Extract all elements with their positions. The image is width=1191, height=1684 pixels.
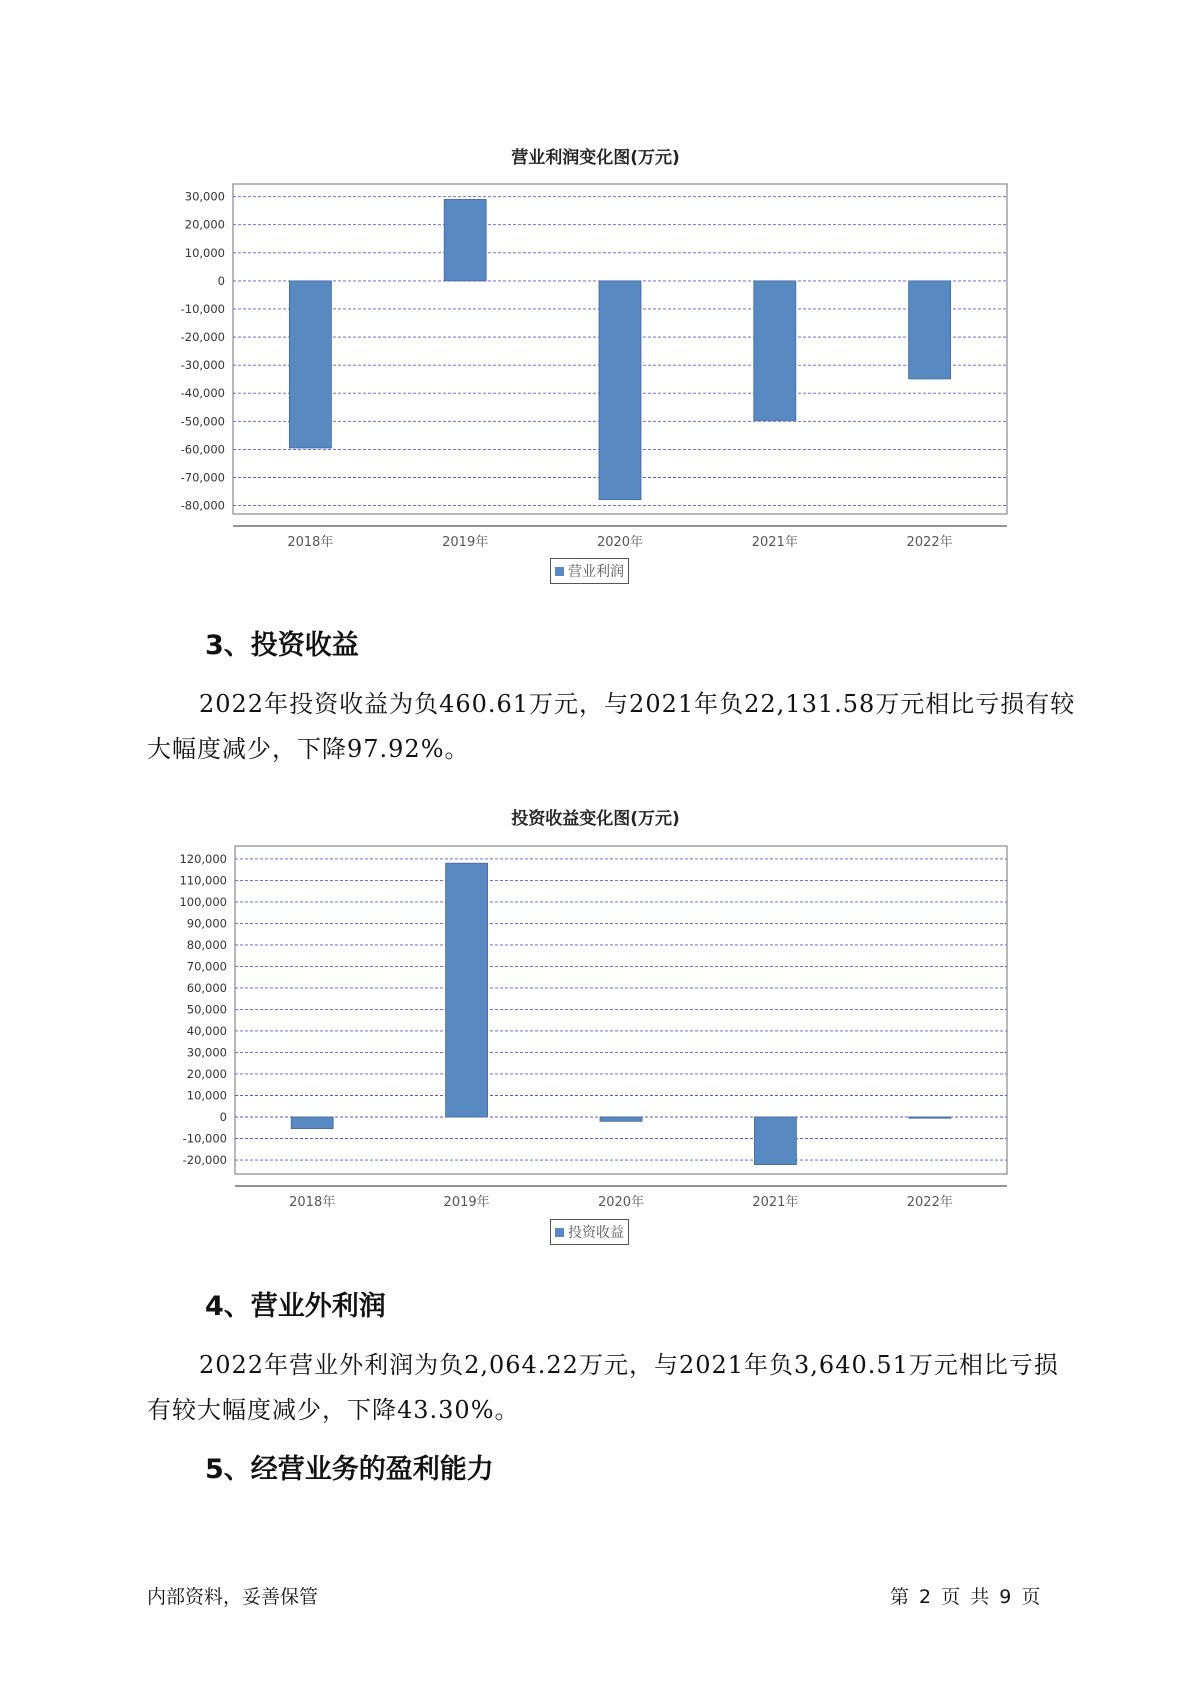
- footer-left: 内部资料，妥善保管: [147, 1586, 319, 1608]
- chart2-x-tick-label: 2018年: [289, 1195, 336, 1210]
- chart2-y-tick-label: 120,000: [179, 851, 227, 866]
- chart2-y-tick-label: 20,000: [186, 1066, 227, 1081]
- chart1-y-tick-label: -50,000: [180, 414, 225, 429]
- chart2-x-tick-label: 2020年: [597, 1195, 645, 1210]
- chart2-y-tick-label: 80,000: [186, 937, 227, 952]
- chart1-y-tick-label: -30,000: [180, 358, 225, 373]
- chart2-y-tick-label: 40,000: [186, 1023, 227, 1038]
- chart2-y-tick-label: 10,000: [186, 1088, 227, 1103]
- chart2-bar: [754, 1117, 796, 1165]
- section3-heading: 3、投资收益: [205, 630, 359, 661]
- chart1-x-tick-label: 2020年: [596, 535, 644, 550]
- chart1-y-tick-label: 20,000: [184, 217, 225, 232]
- chart1-y-tick-label: -20,000: [180, 330, 225, 345]
- chart1-x-tick-label: 2021年: [751, 535, 798, 550]
- legend-swatch: [555, 567, 564, 576]
- chart2-bar: [600, 1117, 642, 1121]
- chart2-bar: [446, 863, 488, 1117]
- legend-swatch: [555, 1228, 564, 1237]
- chart1-title: 营业利润变化图(万元): [511, 148, 680, 168]
- chart1-plot: [0, 170, 1191, 560]
- chart2-plot: [0, 833, 1191, 1213]
- chart2-x-tick-label: 2019年: [443, 1195, 490, 1210]
- chart2-bar: [909, 1117, 951, 1118]
- chart1-legend-label: 营业利润: [568, 564, 624, 580]
- footer-page-number: 第 2 页 共 9 页: [890, 1586, 1041, 1608]
- chart2-y-tick-label: 100,000: [179, 894, 227, 909]
- chart1-y-tick-label: -80,000: [180, 498, 225, 513]
- chart1-bar: [754, 281, 796, 421]
- section3-paragraph: 2022年投资收益为负460.61万元，与2021年负22,131.58万元相比亏损有较大幅度减少，下降97.92%。: [147, 690, 1076, 763]
- chart2-x-tick-label: 2021年: [752, 1195, 799, 1210]
- chart2-title: 投资收益变化图(万元): [511, 809, 680, 829]
- chart2-x-tick-label: 2022年: [906, 1195, 953, 1210]
- chart1-y-tick-label: 0: [217, 273, 225, 288]
- chart1-y-tick-label: 10,000: [184, 245, 225, 260]
- chart1-x-tick-label: 2018年: [287, 535, 334, 550]
- chart2-bar: [291, 1117, 333, 1129]
- chart2-legend: [550, 1219, 629, 1245]
- chart2-y-tick-label: 70,000: [186, 959, 227, 974]
- chart1-bar: [599, 281, 641, 500]
- chart2-y-tick-label: 110,000: [179, 873, 227, 888]
- chart1-bar: [909, 281, 951, 379]
- chart2-y-tick-label: 50,000: [186, 1002, 227, 1017]
- chart1-y-tick-label: 30,000: [184, 189, 225, 204]
- chart2-y-tick-label: 90,000: [186, 916, 227, 931]
- chart1-y-tick-label: -10,000: [180, 301, 225, 316]
- chart1-y-tick-label: -60,000: [180, 442, 225, 457]
- chart1-bar: [289, 281, 331, 448]
- chart2-y-tick-label: 30,000: [186, 1045, 227, 1060]
- chart2-y-tick-label: -10,000: [182, 1131, 227, 1146]
- section5-heading: 5、经营业务的盈利能力: [205, 1454, 494, 1485]
- chart2-plot-border: [235, 846, 1007, 1174]
- chart1-bar: [444, 199, 486, 280]
- chart1-x-tick-label: 2022年: [906, 535, 953, 550]
- chart2-y-tick-label: -20,000: [182, 1153, 227, 1168]
- chart2-y-tick-label: 0: [219, 1110, 227, 1125]
- chart1-y-tick-label: -40,000: [180, 386, 225, 401]
- chart1-y-tick-label: -70,000: [180, 470, 225, 485]
- chart1-x-tick-label: 2019年: [442, 535, 489, 550]
- chart2-legend-label: 投资收益: [568, 1225, 624, 1241]
- chart1-legend: [550, 558, 629, 584]
- section4-heading: 4、营业外利润: [205, 1291, 386, 1322]
- section4-paragraph: 2022年营业外利润为负2,064.22万元，与2021年负3,640.51万元相比亏损有较大幅度减少，下降43.30%。: [147, 1351, 1059, 1424]
- chart2-y-tick-label: 60,000: [186, 980, 227, 995]
